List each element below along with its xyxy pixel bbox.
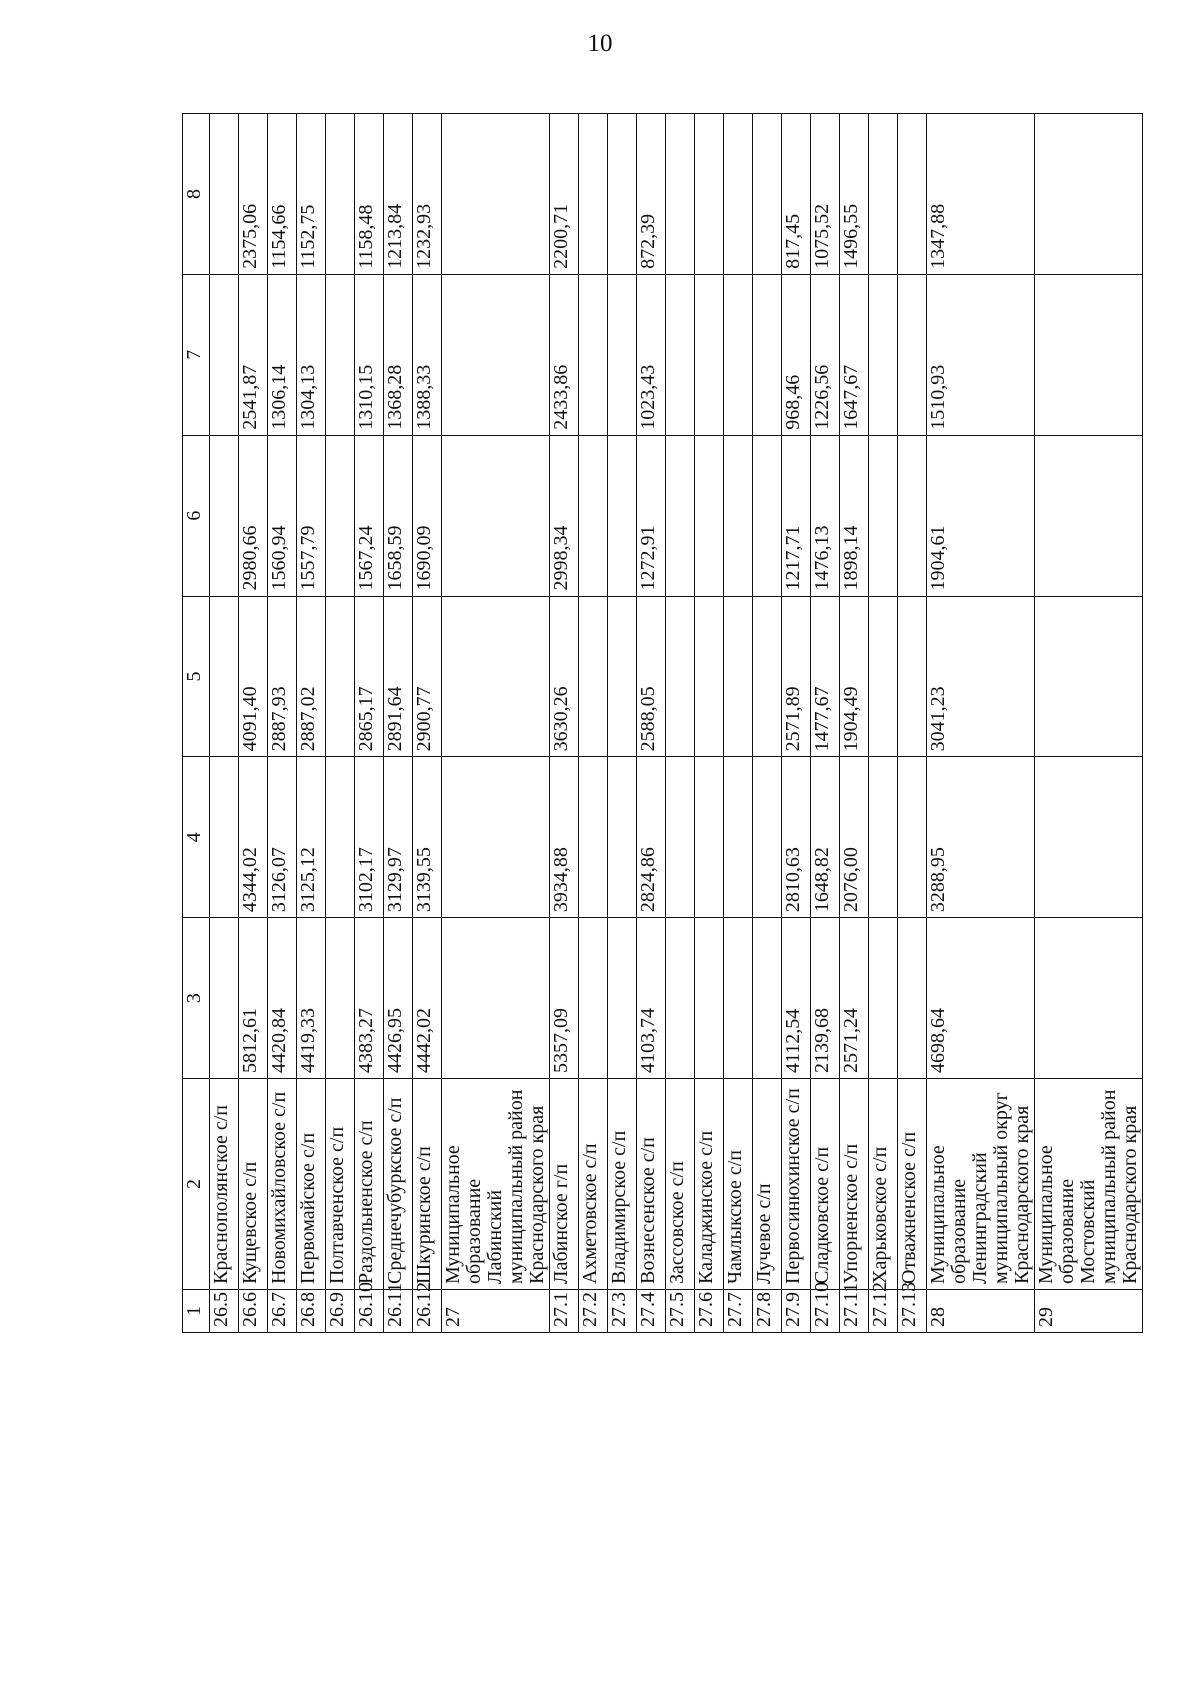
table-row	[297, 114, 326, 1333]
name-cell: Чамлыкское с/п	[724, 1079, 753, 1290]
value-cell: 1388,33	[413, 274, 442, 435]
header-cell: 2	[183, 1079, 210, 1290]
value-cell	[869, 918, 898, 1079]
table-row	[326, 114, 355, 1333]
value-cell: 1217,71	[782, 435, 811, 596]
value-cell: 3129,97	[384, 757, 413, 918]
value-cell	[666, 596, 695, 757]
value-cell	[1035, 274, 1143, 435]
value-cell: 1510,93	[927, 274, 1035, 435]
value-cell	[898, 596, 927, 757]
name-cell: Вознесенское с/п	[637, 1079, 666, 1290]
value-cell: 4420,84	[268, 918, 297, 1079]
name-cell: Ахметовское с/п	[579, 1079, 608, 1290]
value-cell: 817,45	[782, 114, 811, 275]
value-cell: 968,46	[782, 274, 811, 435]
header-row	[183, 114, 210, 1333]
value-cell	[326, 757, 355, 918]
name-cell: Муниципальное образование Мостовский муниципальный район Краснодарского края	[1035, 1079, 1143, 1290]
value-cell: 1567,24	[355, 435, 384, 596]
name-cell: Первомайское с/п	[297, 1079, 326, 1290]
name-cell: Шкуринское с/п	[413, 1079, 442, 1290]
value-cell: 1347,88	[927, 114, 1035, 275]
value-cell: 1304,13	[297, 274, 326, 435]
value-cell	[326, 596, 355, 757]
page-number: 10	[587, 30, 613, 57]
value-cell: 872,39	[637, 114, 666, 275]
value-cell	[869, 757, 898, 918]
value-cell: 4383,27	[355, 918, 384, 1079]
row-number-cell: 28	[927, 1290, 1035, 1333]
header-cell: 7	[183, 274, 210, 435]
value-cell	[724, 435, 753, 596]
value-cell: 1213,84	[384, 114, 413, 275]
value-cell	[695, 114, 724, 275]
value-cell: 1368,28	[384, 274, 413, 435]
value-cell: 1476,13	[811, 435, 840, 596]
table-row	[384, 114, 413, 1333]
table-row	[579, 114, 608, 1333]
value-cell: 3630,26	[550, 596, 579, 757]
value-cell: 1306,14	[268, 274, 297, 435]
value-cell: 2998,34	[550, 435, 579, 596]
value-cell	[753, 274, 782, 435]
value-cell: 2900,77	[413, 596, 442, 757]
value-cell: 3934,88	[550, 757, 579, 918]
value-cell: 1898,14	[840, 435, 869, 596]
value-cell	[869, 114, 898, 275]
value-cell: 1226,56	[811, 274, 840, 435]
value-cell: 1154,66	[268, 114, 297, 275]
name-cell: Среднечубуркское с/п	[384, 1079, 413, 1290]
name-cell: Муниципальное образование Ленинградский муниципальный округ Краснодарского края	[927, 1079, 1035, 1290]
value-cell	[753, 757, 782, 918]
row-number-cell: 27.8	[753, 1290, 782, 1333]
name-cell: Краснополянское с/п	[210, 1079, 239, 1290]
value-cell: 2541,87	[239, 274, 268, 435]
name-cell: Раздольненское с/п	[355, 1079, 384, 1290]
row-number-cell: 26.11	[384, 1290, 413, 1333]
name-cell: Сладковское с/п	[811, 1079, 840, 1290]
table-row	[724, 114, 753, 1333]
value-cell	[869, 435, 898, 596]
value-cell	[724, 274, 753, 435]
row-number-cell: 26.7	[268, 1290, 297, 1333]
value-cell	[753, 918, 782, 1079]
value-cell	[579, 918, 608, 1079]
value-cell: 3041,23	[927, 596, 1035, 757]
row-number-cell: 27	[442, 1290, 550, 1333]
header-cell: 8	[183, 114, 210, 275]
value-cell: 1158,48	[355, 114, 384, 275]
header-cell: 6	[183, 435, 210, 596]
value-cell: 4698,64	[927, 918, 1035, 1079]
table-row	[268, 114, 297, 1333]
name-cell: Полтавченское с/п	[326, 1079, 355, 1290]
row-number-cell: 26.5	[210, 1290, 239, 1333]
name-cell: Лучевое с/п	[753, 1079, 782, 1290]
value-cell	[753, 114, 782, 275]
value-cell: 2824,86	[637, 757, 666, 918]
row-number-cell: 27.11	[840, 1290, 869, 1333]
value-cell	[1035, 596, 1143, 757]
table-row	[695, 114, 724, 1333]
value-cell: 1658,59	[384, 435, 413, 596]
header-cell: 1	[183, 1290, 210, 1333]
value-cell	[898, 757, 927, 918]
row-number-cell: 26.8	[297, 1290, 326, 1333]
row-number-cell: 27.4	[637, 1290, 666, 1333]
value-cell: 1557,79	[297, 435, 326, 596]
name-cell: Кущевское с/п	[239, 1079, 268, 1290]
name-cell: Харьковское с/п	[869, 1079, 898, 1290]
value-cell	[579, 274, 608, 435]
value-cell	[210, 114, 239, 275]
rotated-table-container	[182, 113, 1141, 1333]
value-cell	[326, 274, 355, 435]
value-cell	[898, 274, 927, 435]
table-row	[355, 114, 384, 1333]
value-cell: 2810,63	[782, 757, 811, 918]
value-cell	[724, 918, 753, 1079]
value-cell: 2865,17	[355, 596, 384, 757]
name-cell: Зассовское с/п	[666, 1079, 695, 1290]
row-number-cell: 26.10	[355, 1290, 384, 1333]
row-number-cell: 27.9	[782, 1290, 811, 1333]
table-row	[869, 114, 898, 1333]
table-row	[608, 114, 637, 1333]
row-number-cell: 26.6	[239, 1290, 268, 1333]
value-cell: 4442,02	[413, 918, 442, 1079]
value-cell	[695, 274, 724, 435]
value-cell	[210, 435, 239, 596]
value-cell	[442, 918, 550, 1079]
name-cell: Каладжинское с/п	[695, 1079, 724, 1290]
row-number-cell: 27.7	[724, 1290, 753, 1333]
row-number-cell: 26.9	[326, 1290, 355, 1333]
value-cell	[898, 435, 927, 596]
value-cell: 4426,95	[384, 918, 413, 1079]
value-cell	[608, 114, 637, 275]
value-cell: 3126,07	[268, 757, 297, 918]
value-cell: 1690,09	[413, 435, 442, 596]
value-cell	[695, 435, 724, 596]
value-cell: 2433,86	[550, 274, 579, 435]
value-cell	[608, 757, 637, 918]
value-cell: 3102,17	[355, 757, 384, 918]
table-row	[811, 114, 840, 1333]
value-cell: 3288,95	[927, 757, 1035, 918]
value-cell	[666, 435, 695, 596]
value-cell: 1477,67	[811, 596, 840, 757]
value-cell	[869, 596, 898, 757]
value-cell	[608, 435, 637, 596]
value-cell: 2375,06	[239, 114, 268, 275]
value-cell	[695, 918, 724, 1079]
value-cell	[666, 757, 695, 918]
value-cell: 1904,61	[927, 435, 1035, 596]
name-cell: Упорненское с/п	[840, 1079, 869, 1290]
table-row	[1035, 114, 1143, 1333]
row-number-cell: 29	[1035, 1290, 1143, 1333]
name-cell: Отважненское с/п	[898, 1079, 927, 1290]
name-cell: Первосинюхинское с/п	[782, 1079, 811, 1290]
tariff-table	[182, 113, 1143, 1333]
value-cell	[666, 274, 695, 435]
row-number-cell: 27.13	[898, 1290, 927, 1333]
table-row	[413, 114, 442, 1333]
value-cell: 2887,93	[268, 596, 297, 757]
value-cell: 4103,74	[637, 918, 666, 1079]
value-cell	[326, 114, 355, 275]
value-cell	[753, 435, 782, 596]
value-cell	[210, 274, 239, 435]
table-row	[210, 114, 239, 1333]
value-cell: 1560,94	[268, 435, 297, 596]
row-number-cell: 27.10	[811, 1290, 840, 1333]
value-cell	[608, 596, 637, 757]
value-cell	[442, 596, 550, 757]
table-row	[753, 114, 782, 1333]
table-row	[550, 114, 579, 1333]
name-cell: Муниципальное образование Лабинский муниципальный район Краснодарского края	[442, 1079, 550, 1290]
value-cell	[1035, 114, 1143, 275]
value-cell: 1232,93	[413, 114, 442, 275]
name-cell: Новомихайловское с/п	[268, 1079, 297, 1290]
value-cell	[442, 757, 550, 918]
value-cell	[724, 596, 753, 757]
table-row	[666, 114, 695, 1333]
value-cell: 2891,64	[384, 596, 413, 757]
value-cell: 3139,55	[413, 757, 442, 918]
value-cell: 1272,91	[637, 435, 666, 596]
name-cell: Владимирское с/п	[608, 1079, 637, 1290]
value-cell: 2887,02	[297, 596, 326, 757]
value-cell: 2076,00	[840, 757, 869, 918]
value-cell	[579, 114, 608, 275]
value-cell: 1023,43	[637, 274, 666, 435]
value-cell: 1648,82	[811, 757, 840, 918]
value-cell	[666, 918, 695, 1079]
value-cell	[898, 918, 927, 1079]
value-cell: 4419,33	[297, 918, 326, 1079]
value-cell: 2571,24	[840, 918, 869, 1079]
value-cell	[1035, 435, 1143, 596]
value-cell	[608, 918, 637, 1079]
table-row	[637, 114, 666, 1333]
value-cell	[579, 596, 608, 757]
table-row	[782, 114, 811, 1333]
row-number-cell: 27.3	[608, 1290, 637, 1333]
header-cell: 4	[183, 757, 210, 918]
value-cell	[442, 114, 550, 275]
value-cell: 1647,67	[840, 274, 869, 435]
value-cell	[326, 918, 355, 1079]
name-cell: Лабинское г/п	[550, 1079, 579, 1290]
value-cell	[695, 757, 724, 918]
value-cell	[1035, 757, 1143, 918]
value-cell	[210, 757, 239, 918]
value-cell	[1035, 918, 1143, 1079]
value-cell: 2980,66	[239, 435, 268, 596]
table-row	[239, 114, 268, 1333]
value-cell	[579, 757, 608, 918]
value-cell: 1496,55	[840, 114, 869, 275]
value-cell: 2139,68	[811, 918, 840, 1079]
row-number-cell: 27.6	[695, 1290, 724, 1333]
value-cell: 1904,49	[840, 596, 869, 757]
row-number-cell: 26.12	[413, 1290, 442, 1333]
value-cell: 5357,09	[550, 918, 579, 1079]
value-cell: 4091,40	[239, 596, 268, 757]
value-cell: 3125,12	[297, 757, 326, 918]
value-cell	[579, 435, 608, 596]
table-row	[442, 114, 550, 1333]
value-cell: 2200,71	[550, 114, 579, 275]
value-cell	[442, 274, 550, 435]
value-cell: 2588,05	[637, 596, 666, 757]
row-number-cell: 27.2	[579, 1290, 608, 1333]
value-cell	[326, 435, 355, 596]
value-cell: 4344,02	[239, 757, 268, 918]
value-cell	[724, 757, 753, 918]
value-cell: 2571,89	[782, 596, 811, 757]
table-row	[840, 114, 869, 1333]
value-cell	[869, 274, 898, 435]
table-row	[927, 114, 1035, 1333]
value-cell: 4112,54	[782, 918, 811, 1079]
row-number-cell: 27.1	[550, 1290, 579, 1333]
row-number-cell: 27.12	[869, 1290, 898, 1333]
value-cell	[898, 114, 927, 275]
header-cell: 5	[183, 596, 210, 757]
value-cell	[210, 918, 239, 1079]
value-cell	[608, 274, 637, 435]
table-row	[898, 114, 927, 1333]
header-cell: 3	[183, 918, 210, 1079]
row-number-cell: 27.5	[666, 1290, 695, 1333]
value-cell: 1310,15	[355, 274, 384, 435]
value-cell	[724, 114, 753, 275]
value-cell	[695, 596, 724, 757]
value-cell	[210, 596, 239, 757]
value-cell: 1075,52	[811, 114, 840, 275]
value-cell	[666, 114, 695, 275]
value-cell: 1152,75	[297, 114, 326, 275]
value-cell: 5812,61	[239, 918, 268, 1079]
value-cell	[753, 596, 782, 757]
value-cell	[442, 435, 550, 596]
